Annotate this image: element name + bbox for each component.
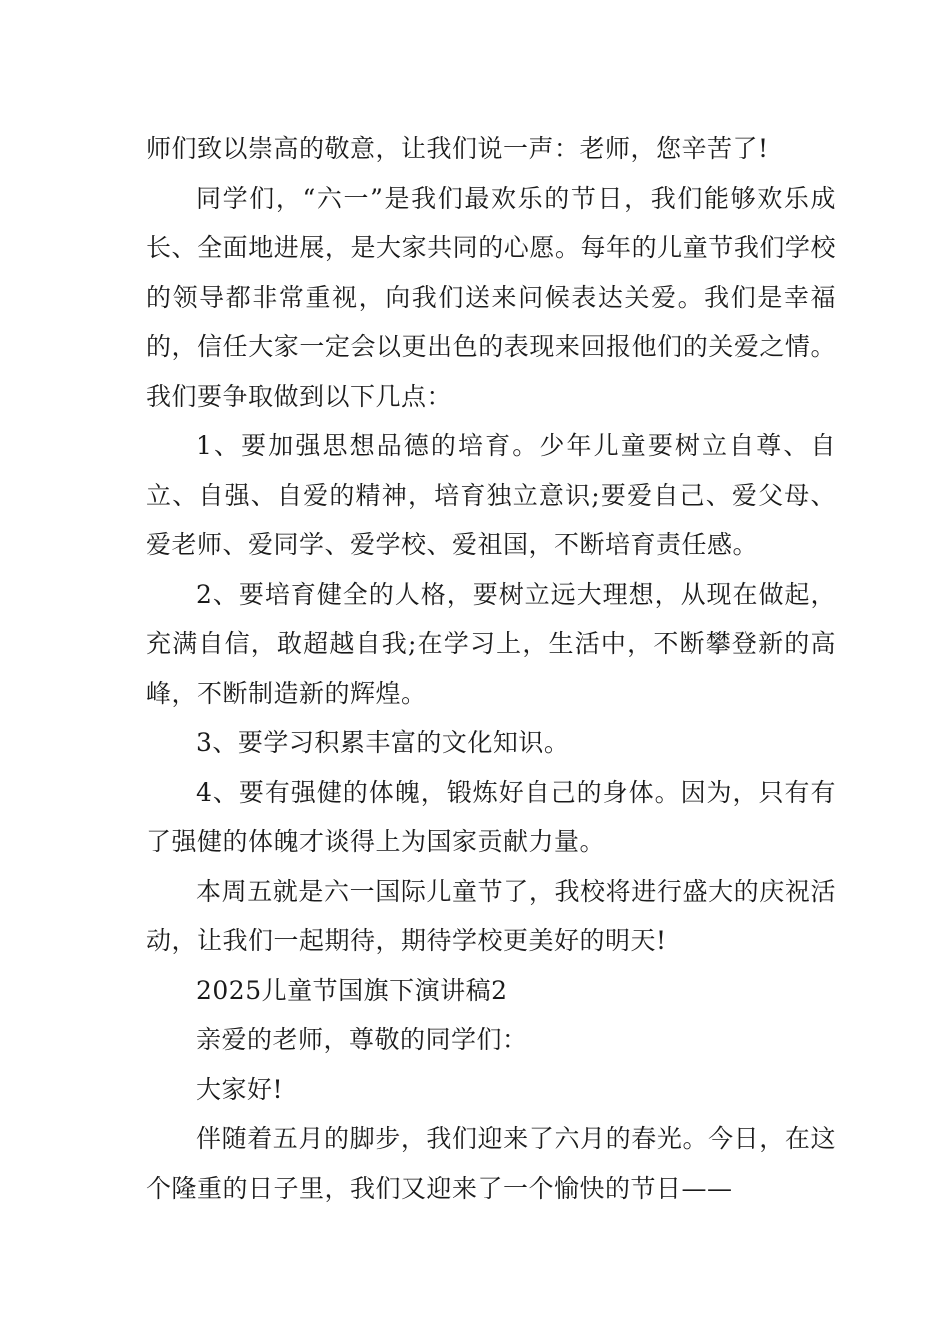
paragraph-point-4: 4、要有强健的体魄，锻炼好自己的身体。因为，只有有了强健的体魄才谈得上为国家贡献力量。 (146, 777, 836, 856)
document-body (146, 124, 836, 1213)
paragraph-point-1: 1、要加强思想品德的培育。少年儿童要树立自尊、自立、自强、自爱的精神，培育独立意识;要爱自己、爱父母、爱老师、爱同学、爱学校、爱祖国，不断培育责任感。 (146, 431, 836, 559)
paragraph-point-3: 3、要学习积累丰富的文化知识。 (196, 728, 570, 757)
paragraph-greeting: 大家好! (196, 1074, 284, 1104)
paragraph-point-2: 2、要培育健全的人格，要树立远大理想，从现在做起，充满自信，敢超越自我;在学习上，生活中，不断攀登新的高峰，不断制造新的辉煌。 (146, 579, 836, 708)
section-heading: 2025儿童节国旗下演讲稿2 (196, 975, 508, 1005)
paragraph-closing: 本周五就是六一国际儿童节了，我校将进行盛大的庆祝活动，让我们一起期待，期待学校更美好的明天! (146, 876, 836, 955)
paragraph-continuation: 师们致以崇高的敬意，让我们说一声：老师，您辛苦了! (146, 134, 769, 163)
paragraph-salutation: 亲爱的老师，尊敬的同学们： (196, 1025, 528, 1054)
paragraph-intro: 同学们，“六一”是我们最欢乐的节日，我们能够欢乐成长、全面地进展，是大家共同的心愿。每年的儿童节我们学校的领导都非常重视，向我们送来问候表达关爱。我们是幸福的，信任大家一定会以更出色的表现来回报他们的关爱之情。我们要争取做到以下几点： (146, 183, 836, 411)
paragraph-opening: 伴随着五月的脚步，我们迎来了六月的春光。今日，在这个隆重的日子里，我们又迎来了一个愉快的节日—— (146, 1124, 836, 1203)
